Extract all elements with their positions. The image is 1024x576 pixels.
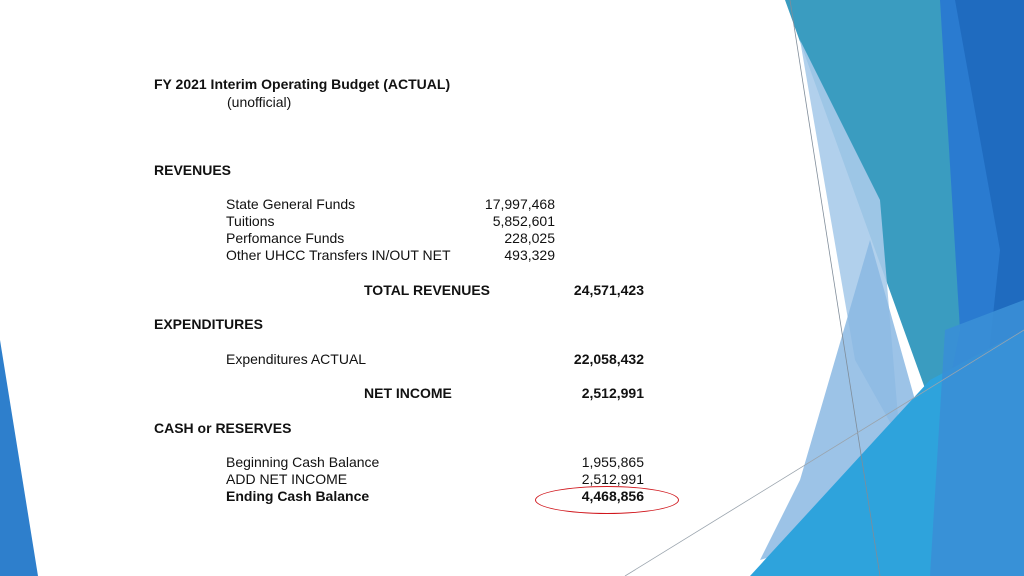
total-revenues-value: 24,571,423	[573, 282, 644, 298]
cash-reserves-heading: CASH or RESERVES	[154, 420, 292, 436]
total-revenues-label: TOTAL REVENUES	[364, 282, 491, 298]
revenue-label-tuitions: Tuitions	[226, 213, 275, 229]
ending-cash-value: 4,468,856	[581, 488, 644, 504]
revenue-value-state-general-funds: 17,997,468	[484, 196, 555, 212]
revenue-value-other-transfers: 493,329	[504, 247, 555, 263]
net-income-label: NET INCOME	[364, 385, 452, 401]
revenue-value-performance-funds: 228,025	[504, 230, 555, 246]
ending-balance-highlight-oval	[535, 486, 679, 514]
expenditures-heading: EXPENDITURES	[154, 316, 263, 332]
revenues-heading: REVENUES	[154, 162, 232, 178]
revenue-label-other-transfers: Other UHCC Transfers IN/OUT NET	[226, 247, 451, 263]
add-net-income-label: ADD NET INCOME	[226, 471, 348, 487]
revenue-label-state-general-funds: State General Funds	[226, 196, 356, 212]
ending-cash-label: Ending Cash Balance	[226, 488, 370, 504]
add-net-income-value: 2,512,991	[581, 471, 644, 487]
beginning-cash-label: Beginning Cash Balance	[226, 454, 380, 470]
expenditures-actual-value: 22,058,432	[573, 351, 644, 367]
expenditures-actual-label: Expenditures ACTUAL	[226, 351, 367, 367]
beginning-cash-value: 1,955,865	[581, 454, 644, 470]
revenue-value-tuitions: 5,852,601	[492, 213, 555, 229]
deco-left-strip	[0, 340, 38, 576]
revenue-label-performance-funds: Perfomance Funds	[226, 230, 345, 246]
page-title: FY 2021 Interim Operating Budget (ACTUAL)	[154, 76, 451, 92]
page-subtitle: (unofficial)	[227, 94, 292, 110]
net-income-value: 2,512,991	[581, 385, 644, 401]
